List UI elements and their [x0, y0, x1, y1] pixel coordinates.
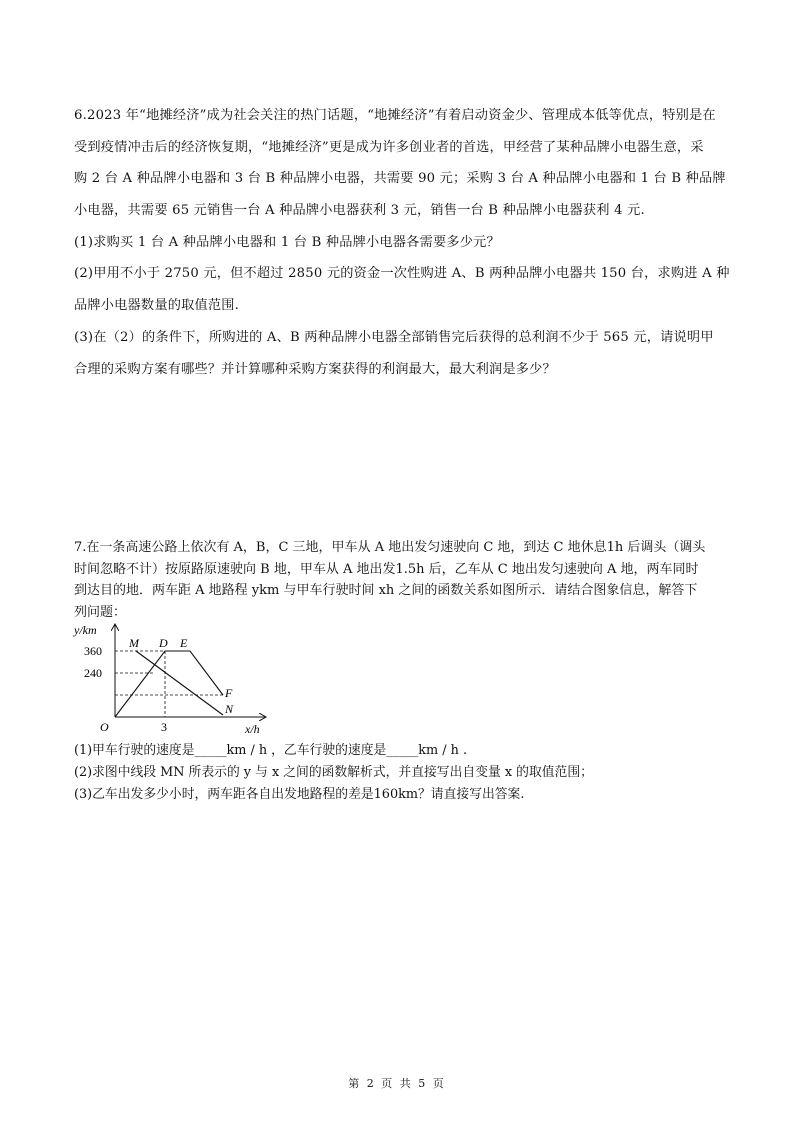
problem-6: [74, 100, 730, 385]
problem-7-line: 7.在一条高速公路上依次有 A，B，C 三地，甲车从 A 地出发匀速驶向 C 地，到达 C 地休息1h 后调头（调头: [74, 540, 706, 555]
problem-7-questions: [74, 740, 724, 806]
problem-7-question-1: (1)甲车行驶的速度是_____km / h ，乙车行驶的速度是_____km / h .: [74, 743, 468, 758]
x-axis-label: x/h: [245, 722, 260, 736]
point-label-n: N: [225, 702, 234, 716]
distance-time-graph: [70, 620, 280, 740]
line-mn: [136, 651, 223, 715]
problem-7: [74, 537, 724, 624]
problem-6-line: 受到疫情冲击后的经济恢复期，“地摊经济”更是成为许多创业者的首选，甲经营了某种品牌小电器生意，采: [74, 139, 704, 155]
problem-6-line: 6.2023 年“地摊经济”成为社会关注的热门话题，“地摊经济”有着启动资金少、管理成本低等优点，特别是在: [74, 108, 716, 123]
page-footer: 第 2 页 共 5 页: [348, 1077, 446, 1090]
problem-6-question-3: (3)在（2）的条件下，所购进的 A、B 两种品牌小电器全部销售完后获得的总利润不少于 565 元，请说明甲: [74, 329, 714, 345]
problem-6-question-1: (1)求购买 1 台 A 种品牌小电器和 1 台 B 种品牌小电器各需要多少元？: [74, 234, 500, 250]
x-tick-3: 3: [161, 720, 167, 734]
point-label-m: M: [129, 636, 139, 650]
y-tick-360: 360: [84, 644, 102, 658]
point-label-d: D: [159, 636, 168, 650]
problem-6-question-2-cont: 品牌小电器数量的取值范围.: [74, 298, 240, 314]
problem-6-question-2: (2)甲用不小于 2750 元，但不超过 2850 元的资金一次性购进 A、B 两种品牌小电器共 150 台，求购进 A 种: [74, 266, 730, 282]
problem-6-line: 购 2 台 A 种品牌小电器和 3 台 B 种品牌小电器，共需要 90 元；采购 3 台 A 种品牌小电器和 1 台 B 种品牌: [74, 171, 726, 187]
y-tick-240: 240: [84, 666, 102, 680]
y-axis-label: y/km: [74, 623, 97, 637]
problem-6-line: 小电器，共需要 65 元销售一台 A 种品牌小电器获利 3 元，销售一台 B 种品牌小电器获利 4 元.: [74, 203, 645, 219]
point-label-e: E: [180, 636, 188, 650]
problem-6-question-3-cont: 合理的采购方案有哪些？并计算哪种采购方案获得的利润最大，最大利润是多少？: [74, 361, 556, 377]
point-label-f: F: [225, 686, 233, 700]
problem-7-question-2: (2)求图中线段 MN 所表示的 y 与 x 之间的函数解析式，并直接写出自变量 x 的取值范围；: [74, 765, 593, 780]
problem-7-question-3: (3)乙车出发多少小时，两车距各自出发地路程的差是160km？请直接写出答案.: [74, 787, 525, 802]
problem-7-line: 列问题：: [74, 605, 127, 621]
car-jia-line: [115, 651, 223, 717]
problem-7-line: 到达目的地．两车距 A 地路程 ykm 与甲车行驶时间 xh 之间的函数关系如图所示．请结合图象信息，解答下: [74, 583, 698, 599]
origin-label: O: [100, 720, 109, 734]
problem-7-line: 时间忽略不计）按原路原速驶向 B 地，甲车从 A 地出发1.5h 后，乙车从 C 地出发匀速驶向 A 地，两车同时: [74, 561, 699, 577]
